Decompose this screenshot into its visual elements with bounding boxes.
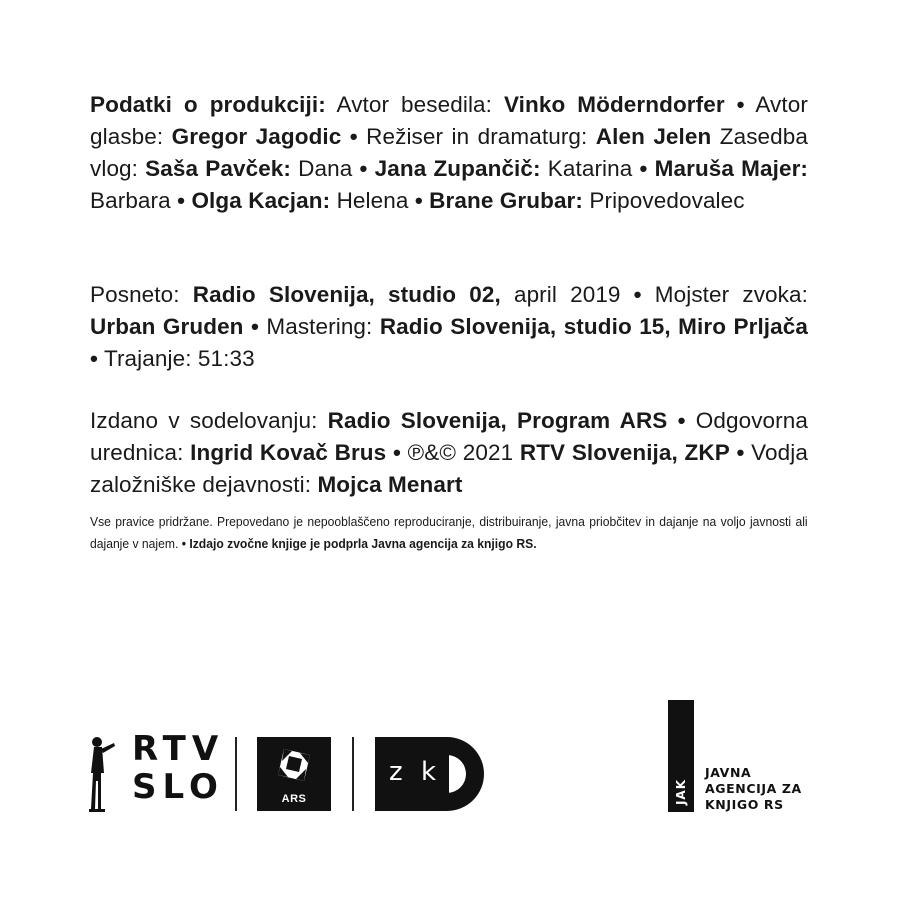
duration: 51:33 [197, 346, 255, 371]
bullet: • [677, 408, 686, 433]
music-author-label: Avtor glasbe: [90, 92, 808, 149]
bullet: • [414, 188, 423, 213]
cast-role: Katarina [547, 156, 633, 181]
rtv-line: RTV [132, 729, 225, 769]
bullet: • [736, 92, 745, 117]
bullet: • [736, 440, 745, 465]
bullet: • [90, 346, 98, 371]
ars-logo [257, 737, 331, 811]
ars-label: ARS [281, 793, 307, 805]
cast-role: Helena [336, 188, 409, 213]
cast-actor: Brane Grubar: [429, 188, 584, 213]
cast-actor: Maruša Majer: [654, 156, 809, 181]
director-label: Režiser in dramaturg: [366, 124, 588, 149]
logo-divider [235, 737, 237, 811]
editor: Ingrid Kovač Brus [190, 440, 387, 465]
zkp-z: z [389, 757, 403, 787]
sound-master: Urban Gruden [90, 314, 244, 339]
bullet: • [633, 282, 642, 307]
jak-word-text: JAK [674, 778, 688, 806]
slo-line: SLO [132, 767, 224, 807]
ars-emblem-icon [274, 745, 314, 785]
mastering: Radio Slovenija, studio 15, Miro Prljača [379, 314, 808, 339]
rtv-slo-logo [132, 730, 224, 806]
cooperation-label: Izdano v sodelovanju: [90, 408, 318, 433]
jak-logo-text [705, 765, 802, 813]
copyright-holder: RTV Slovenija, ZKP [519, 440, 730, 465]
rights-notice: Vse pravice pridržane. Prepovedano je nepooblaščeno reproduciranje, distribuiranje, javna priobčitev in dajanje na voljo javnosti ali dajanje v najem. [90, 514, 808, 551]
cast-role: Pripovedovalec [589, 188, 745, 213]
cast-actor: Saša Pavček: [145, 156, 292, 181]
bullet: • [639, 156, 648, 181]
rtv-trumpeter-icon [86, 733, 116, 813]
recorded-label: Posneto: [90, 282, 180, 307]
cast-label: Zasedba vlog: [90, 124, 809, 181]
jak-word [668, 772, 694, 812]
jak-line: KNJIGO RS [705, 797, 784, 812]
zkp-k: k [421, 757, 437, 787]
production-label: Podatki o produkciji: [90, 92, 326, 117]
duration-label: Trajanje: [103, 346, 192, 371]
logo-divider [352, 737, 354, 811]
recorded-date: april 2019 [513, 282, 621, 307]
recorded-place: Radio Slovenija, studio 02, [192, 282, 501, 307]
head-label: Vodja založniške dejavnosti: [90, 440, 808, 497]
bullet: • [359, 156, 368, 181]
support-notice: Izdajo zvočne knjige je podprla Javna agencija za knjigo RS. [189, 536, 537, 551]
cast-role: Barbara [90, 188, 171, 213]
copyright-prefix: ℗&© 2021 [407, 440, 514, 465]
text-author-label: Avtor besedila: [336, 92, 493, 117]
bullet: • [392, 440, 401, 465]
cast-actor: Jana Zupančič: [374, 156, 541, 181]
bullet: • [250, 314, 259, 339]
bullet: • [349, 124, 358, 149]
editor-label: Odgovorna urednica: [90, 408, 808, 465]
mastering-label: Mastering: [266, 314, 373, 339]
bullet: • [181, 536, 186, 551]
bullet: • [177, 188, 186, 213]
head: Mojca Menart [317, 472, 463, 497]
text-author: Vinko Möderndorfer [503, 92, 725, 117]
jak-line: AGENCIJA ZA [705, 781, 802, 796]
sound-master-label: Mojster zvoka: [654, 282, 808, 307]
director: Alen Jelen [595, 124, 712, 149]
zkp-logo [375, 737, 487, 811]
cast-role: Dana [298, 156, 353, 181]
music-author: Gregor Jagodic [171, 124, 342, 149]
cooperation: Radio Slovenija, Program ARS [327, 408, 668, 433]
cast-actor: Olga Kacjan: [191, 188, 331, 213]
jak-line: JAVNA [705, 765, 752, 780]
